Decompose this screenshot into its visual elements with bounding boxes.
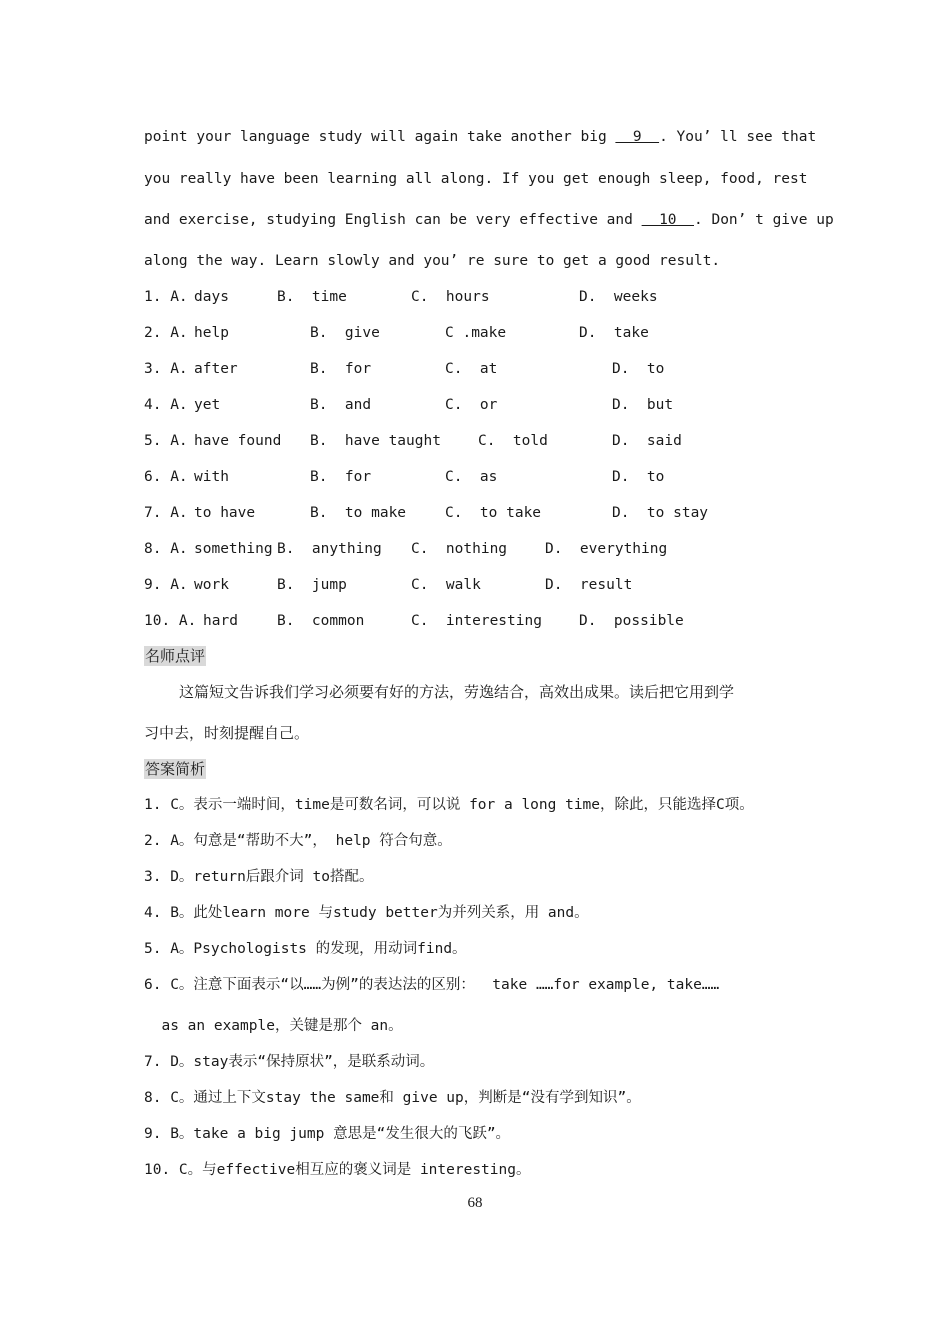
answer-item: 2. A。句意是“帮助不大”， help 符合句意。 bbox=[144, 833, 452, 849]
option-b: B. time bbox=[277, 289, 347, 305]
option-a: to have bbox=[194, 505, 256, 521]
option-c: C .make bbox=[445, 325, 507, 341]
comment-heading: 名师点评 bbox=[145, 647, 206, 665]
question-number: 9. A. bbox=[144, 577, 188, 593]
page-number: 68 bbox=[467, 1195, 483, 1211]
answer-item: 1. C。表示一端时间，time是可数名词，可以说 for a long time，除此，只能选择C项。 bbox=[144, 797, 754, 813]
option-a: have found bbox=[194, 433, 282, 449]
question-number: 1. A. bbox=[144, 289, 188, 305]
option-a: work bbox=[194, 577, 229, 593]
option-c: C. to take bbox=[445, 505, 542, 521]
option-a: yet bbox=[194, 397, 221, 413]
answers-heading: 答案简析 bbox=[145, 760, 206, 778]
option-d: D. but bbox=[612, 397, 674, 413]
option-c: C. as bbox=[445, 469, 498, 485]
option-c: C. at bbox=[445, 361, 498, 377]
comment-line-1: 这篇短文告诉我们学习必须要有好的方法，劳逸结合，高效出成果。读后把它用到学 bbox=[179, 683, 735, 701]
option-d: D. to stay bbox=[612, 505, 709, 521]
question-number: 4. A. bbox=[144, 397, 188, 413]
option-c: C. hours bbox=[411, 289, 490, 305]
answer-item: 10. C。与effective相互应的褒义词是 interesting。 bbox=[144, 1162, 531, 1178]
option-a: hard bbox=[203, 613, 238, 629]
option-d: D. said bbox=[612, 433, 682, 449]
question-number: 8. A. bbox=[144, 541, 188, 557]
option-b: B. and bbox=[310, 397, 372, 413]
question-number: 3. A. bbox=[144, 361, 188, 377]
option-c: C. or bbox=[445, 397, 498, 413]
question-number: 7. A. bbox=[144, 505, 188, 521]
option-d: D. to bbox=[612, 361, 665, 377]
option-a: something bbox=[194, 541, 273, 557]
passage-line-4: along the way. Learn slowly and you’ re sure to get a good result. bbox=[144, 253, 721, 269]
option-c: C. interesting bbox=[411, 613, 542, 629]
question-number: 10. A. bbox=[144, 613, 197, 629]
passage-line-1-pre: point your language study will again take another big bbox=[144, 129, 616, 145]
answer-item: 3. D。return后跟介词 to搭配。 bbox=[144, 869, 374, 885]
passage-line-3-post: . Don’ t give up bbox=[694, 212, 834, 228]
answer-item: 4. B。此处learn more 与study better为并列关系，用 and。 bbox=[144, 905, 589, 921]
blank-10: 10 bbox=[641, 212, 694, 228]
option-b: B. have taught bbox=[310, 433, 441, 449]
option-d: D. take bbox=[579, 325, 649, 341]
option-d: D. result bbox=[545, 577, 633, 593]
option-b: B. jump bbox=[277, 577, 347, 593]
answer-item: 7. D。stay表示“保持原状”，是联系动词。 bbox=[144, 1054, 435, 1070]
option-a: help bbox=[194, 325, 229, 341]
answer-item: 9. B。take a big jump 意思是“发生很大的飞跃”。 bbox=[144, 1126, 511, 1142]
question-number: 2. A. bbox=[144, 325, 188, 341]
answer-item-continuation: as an example，关键是那个 an。 bbox=[144, 1018, 403, 1034]
option-a: days bbox=[194, 289, 229, 305]
option-b: B. for bbox=[310, 361, 372, 377]
passage-line-3-pre: and exercise, studying English can be very effective and bbox=[144, 212, 642, 228]
question-number: 5. A. bbox=[144, 433, 188, 449]
option-c: C. nothing bbox=[411, 541, 508, 557]
option-d: D. to bbox=[612, 469, 665, 485]
option-d: D. everything bbox=[545, 541, 668, 557]
passage-line-1 bbox=[144, 127, 817, 147]
option-b: B. for bbox=[310, 469, 372, 485]
passage-line-2 bbox=[144, 169, 807, 189]
option-b: B. anything bbox=[277, 541, 382, 557]
blank-9: 9 bbox=[615, 129, 660, 145]
answer-item: 6. C。注意下面表示“以……为例”的表达法的区别： take ……for example, take…… bbox=[144, 977, 720, 993]
passage-line-2-text: you really have been learning all along. If you get enough sleep, food, rest bbox=[144, 171, 808, 187]
option-d: D. possible bbox=[579, 613, 684, 629]
option-a: after bbox=[194, 361, 238, 377]
passage-line-3 bbox=[144, 210, 834, 230]
passage-line-1-post: . You’ ll see that bbox=[659, 129, 817, 145]
option-c: C. walk bbox=[411, 577, 481, 593]
option-b: B. common bbox=[277, 613, 365, 629]
option-b: B. to make bbox=[310, 505, 407, 521]
answer-item: 8. C。通过上下文stay the same和 give up，判断是“没有学到知识”。 bbox=[144, 1090, 641, 1106]
answer-item: 5. A。Psychologists 的发现，用动词find。 bbox=[144, 941, 467, 957]
comment-line-2: 习中去，时刻提醒自己。 bbox=[144, 724, 310, 742]
question-number: 6. A. bbox=[144, 469, 188, 485]
option-d: D. weeks bbox=[579, 289, 658, 305]
option-c: C. told bbox=[478, 433, 548, 449]
option-a: with bbox=[194, 469, 229, 485]
option-b: B. give bbox=[310, 325, 380, 341]
